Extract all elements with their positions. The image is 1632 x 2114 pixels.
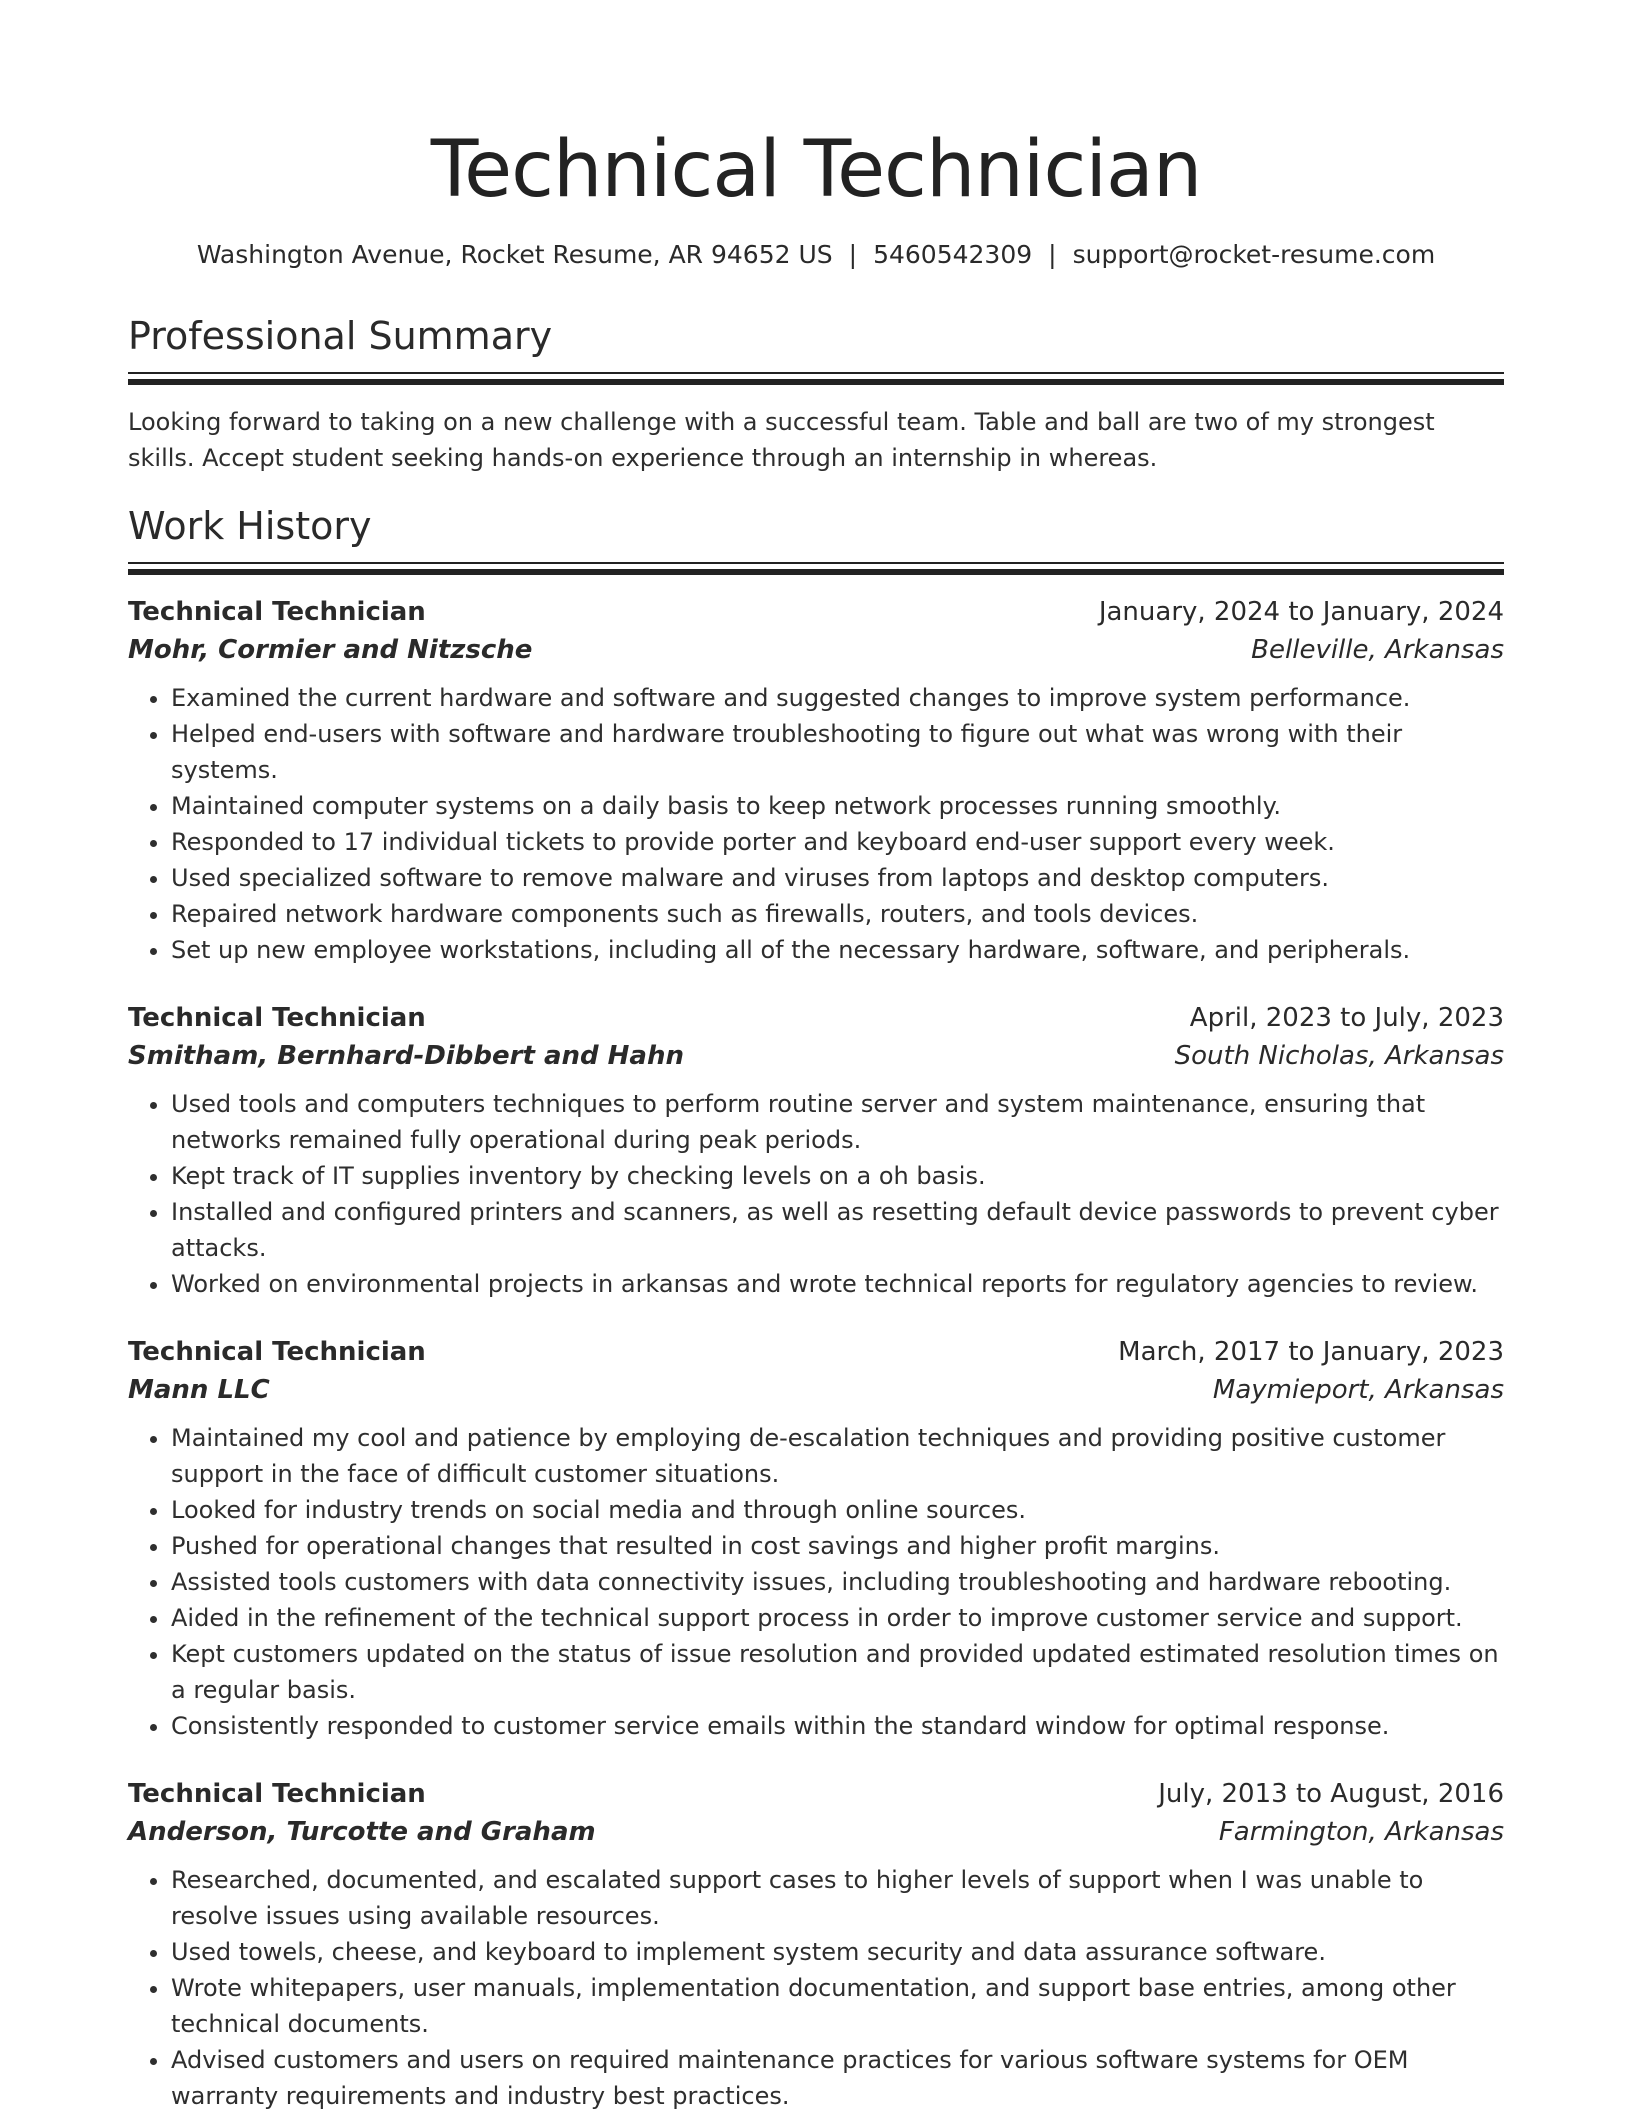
phone: 5460542309 bbox=[873, 240, 1033, 269]
job-bullet: • Maintained computer systems on a daily basis to keep network processes running smoothly. bbox=[171, 788, 1504, 824]
job-title: Technical Technician bbox=[128, 1779, 426, 1809]
job-bullet: • Consistently responded to customer service emails within the standard window for optimal response. bbox=[171, 1708, 1504, 1744]
job-bullet: • Kept track of IT supplies inventory by checking levels on a oh basis. bbox=[171, 1158, 1504, 1194]
job-bullet: • Used specialized software to remove malware and viruses from laptops and desktop computers. bbox=[171, 860, 1504, 896]
summary-section bbox=[128, 312, 1504, 476]
job-bullet: • Aided in the refinement of the technical support process in order to improve customer service and support. bbox=[171, 1600, 1504, 1636]
work-history-section bbox=[128, 502, 1504, 2114]
job-location: Belleville, Arkansas bbox=[1251, 635, 1504, 665]
job-company: Anderson, Turcotte and Graham bbox=[128, 1817, 596, 1847]
job-bullet: • Installed and configured printers and scanners, as well as resetting default device passwords to prevent cyber attacks. bbox=[171, 1194, 1504, 1266]
resume-page bbox=[128, 0, 1504, 2114]
section-title-summary: Professional Summary bbox=[128, 314, 553, 358]
contact-separator: | bbox=[1048, 240, 1057, 269]
job-entry bbox=[128, 1776, 1504, 2114]
job-dates: January, 2024 to January, 2024 bbox=[1098, 597, 1504, 627]
job-entry bbox=[128, 594, 1504, 968]
job-bullet: • Worked on environmental projects in arkansas and wrote technical reports for regulatory agencies to review. bbox=[171, 1266, 1504, 1302]
address: Washington Avenue, Rocket Resume, AR 94652 US bbox=[196, 240, 833, 269]
job-company: Smitham, Bernhard-Dibbert and Hahn bbox=[128, 1041, 684, 1071]
job-title: Technical Technician bbox=[128, 597, 426, 627]
job-location: South Nicholas, Arkansas bbox=[1174, 1041, 1504, 1071]
job-bullets bbox=[128, 1862, 1504, 2114]
job-bullet: • Advised customers and users on required maintenance practices for various software systems for OEM warranty requirements and industry best practices. bbox=[171, 2042, 1504, 2114]
job-entry bbox=[128, 1000, 1504, 1302]
job-dates: March, 2017 to January, 2023 bbox=[1118, 1337, 1504, 1367]
job-bullet: • Used tools and computers techniques to perform routine server and system maintenance, ensuring that networks remained fully operational during peak periods. bbox=[171, 1086, 1504, 1158]
job-dates: April, 2023 to July, 2023 bbox=[1189, 1003, 1504, 1033]
job-bullet: • Wrote whitepapers, user manuals, implementation documentation, and support base entries, among other technical documents. bbox=[171, 1970, 1504, 2042]
job-dates: July, 2013 to August, 2016 bbox=[1158, 1779, 1504, 1809]
job-bullet: • Helped end-users with software and hardware troubleshooting to figure out what was wrong with their systems. bbox=[171, 716, 1504, 788]
job-bullet: • Kept customers updated on the status of issue resolution and provided updated estimated resolution times on a regular basis. bbox=[171, 1636, 1504, 1708]
contact-separator: | bbox=[848, 240, 858, 269]
job-bullets bbox=[128, 1420, 1504, 1744]
contact-line bbox=[128, 238, 1504, 272]
job-bullet: • Used towels, cheese, and keyboard to implement system security and data assurance software. bbox=[171, 1934, 1504, 1970]
job-bullets bbox=[128, 680, 1504, 968]
job-location: Maymieport, Arkansas bbox=[1212, 1375, 1504, 1405]
summary-text: Looking forward to taking on a new challenge with a successful team. Table and ball are two of my strongest skills. Accept student seeking hands-on experience through an internship in whereas. bbox=[128, 408, 1435, 472]
section-title-work-history: Work History bbox=[128, 504, 372, 548]
email: support@rocket-resume.com bbox=[1072, 240, 1436, 269]
job-bullet: • Pushed for operational changes that resulted in cost savings and higher profit margins. bbox=[171, 1528, 1504, 1564]
section-divider bbox=[128, 372, 1504, 386]
job-title: Technical Technician bbox=[128, 1003, 426, 1033]
job-bullet: • Repaired network hardware components such as firewalls, routers, and tools devices. bbox=[171, 896, 1504, 932]
job-bullet: • Set up new employee workstations, including all of the necessary hardware, software, and peripherals. bbox=[171, 932, 1504, 968]
job-location: Farmington, Arkansas bbox=[1218, 1817, 1504, 1847]
job-bullets bbox=[128, 1086, 1504, 1302]
job-entry bbox=[128, 1334, 1504, 1744]
candidate-name: Technical Technician bbox=[430, 125, 1202, 215]
section-divider bbox=[128, 562, 1504, 576]
job-bullet: • Looked for industry trends on social media and through online sources. bbox=[171, 1492, 1504, 1528]
job-company: Mann LLC bbox=[128, 1375, 270, 1405]
job-bullet: • Maintained my cool and patience by employing de-escalation techniques and providing positive customer support in the face of difficult customer situations. bbox=[171, 1420, 1504, 1492]
job-title: Technical Technician bbox=[128, 1337, 426, 1367]
job-bullet: • Examined the current hardware and software and suggested changes to improve system performance. bbox=[171, 680, 1504, 716]
job-bullet: • Assisted tools customers with data connectivity issues, including troubleshooting and hardware rebooting. bbox=[171, 1564, 1504, 1600]
job-bullet: • Responded to 17 individual tickets to provide porter and keyboard end-user support every week. bbox=[171, 824, 1504, 860]
job-company: Mohr, Cormier and Nitzsche bbox=[128, 635, 533, 665]
job-bullet: • Researched, documented, and escalated support cases to higher levels of support when I was unable to resolve issues using available resources. bbox=[171, 1862, 1504, 1934]
